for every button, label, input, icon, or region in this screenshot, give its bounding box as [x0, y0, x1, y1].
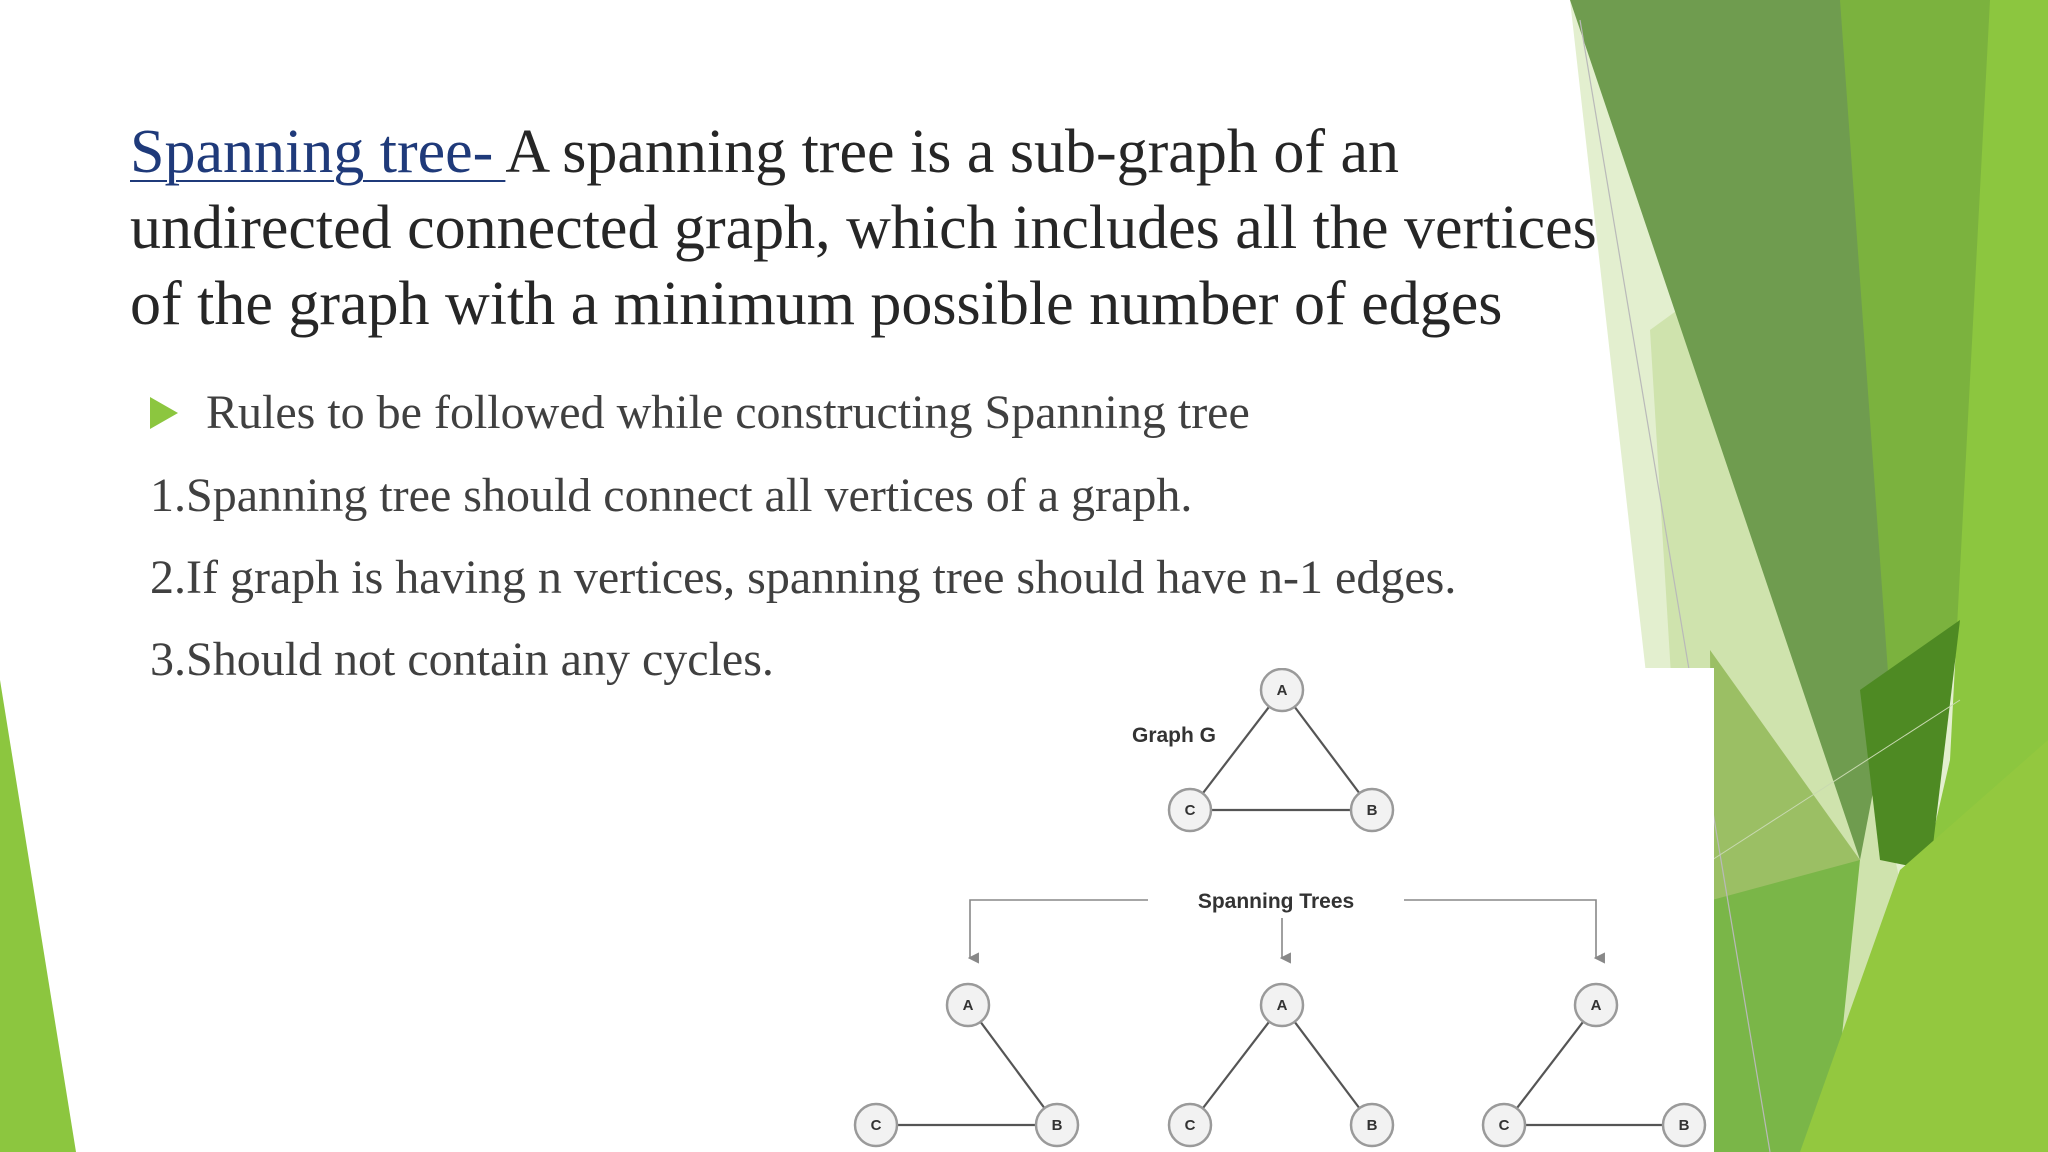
tree3-edge-a-c — [1504, 1005, 1596, 1125]
svg-text:C: C — [1184, 1117, 1196, 1134]
decor-left-sliver — [0, 680, 76, 1152]
rules-heading-bullet — [150, 383, 1250, 443]
tree2-node-c — [1169, 1104, 1211, 1146]
tree2-edge-a-c — [1190, 1005, 1282, 1125]
tree2-edge-a-b — [1282, 1005, 1372, 1125]
bracket-right-arrow — [1404, 900, 1596, 958]
svg-text:A: A — [962, 997, 974, 1014]
bullet-triangle-icon — [150, 397, 178, 429]
svg-text:C: C — [870, 1117, 882, 1134]
bracket-left-arrow — [970, 900, 1148, 958]
tree2-node-a — [1261, 984, 1303, 1026]
tree2-node-b — [1351, 1104, 1393, 1146]
graph-node-b — [1351, 789, 1393, 831]
svg-text:A: A — [1590, 997, 1602, 1014]
svg-text:B: B — [1366, 1117, 1378, 1134]
tree3-node-a — [1575, 984, 1617, 1026]
slide-title — [130, 114, 1610, 342]
title-term-link[interactable]: Spanning tree- — [130, 118, 506, 186]
svg-text:C: C — [1184, 802, 1196, 819]
graph-node-a — [1261, 669, 1303, 711]
graph-g-label: Graph G — [1132, 724, 1217, 747]
spanning-tree-diagram — [842, 668, 1714, 1152]
spanning-trees-label: Spanning Trees — [1197, 890, 1355, 913]
tree3-node-c — [1483, 1104, 1525, 1146]
svg-text:B: B — [1051, 1117, 1063, 1134]
svg-text:A: A — [1276, 997, 1288, 1014]
edge-a-b — [1282, 690, 1372, 810]
spanning-tree-figure — [842, 668, 1714, 1152]
rule-item-3: 3.Should not contain any cycles. — [150, 633, 774, 686]
svg-text:B: B — [1366, 802, 1378, 819]
tree3-node-b — [1663, 1104, 1705, 1146]
rule-item-2: 2.If graph is having n vertices, spanning tree should have n-1 edges. — [150, 551, 1457, 604]
svg-text:A: A — [1276, 682, 1288, 699]
tree1-edge-a-b — [968, 1005, 1057, 1125]
tree1-node-a — [947, 984, 989, 1026]
title-definition: A spanning tree is a sub-graph of an undirected connected graph, which includes all the vertices of the graph with a minimum possible number of edges — [130, 118, 1597, 338]
tree1-node-c — [855, 1104, 897, 1146]
tree1-node-b — [1036, 1104, 1078, 1146]
rule-item-1: 1.Spanning tree should connect all vertices of a graph. — [150, 469, 1193, 522]
rules-heading-text: Rules to be followed while constructing Spanning tree — [206, 386, 1250, 439]
svg-text:B: B — [1678, 1117, 1690, 1134]
svg-text:C: C — [1498, 1117, 1510, 1134]
graph-node-c — [1169, 789, 1211, 831]
edge-a-c — [1190, 690, 1282, 810]
